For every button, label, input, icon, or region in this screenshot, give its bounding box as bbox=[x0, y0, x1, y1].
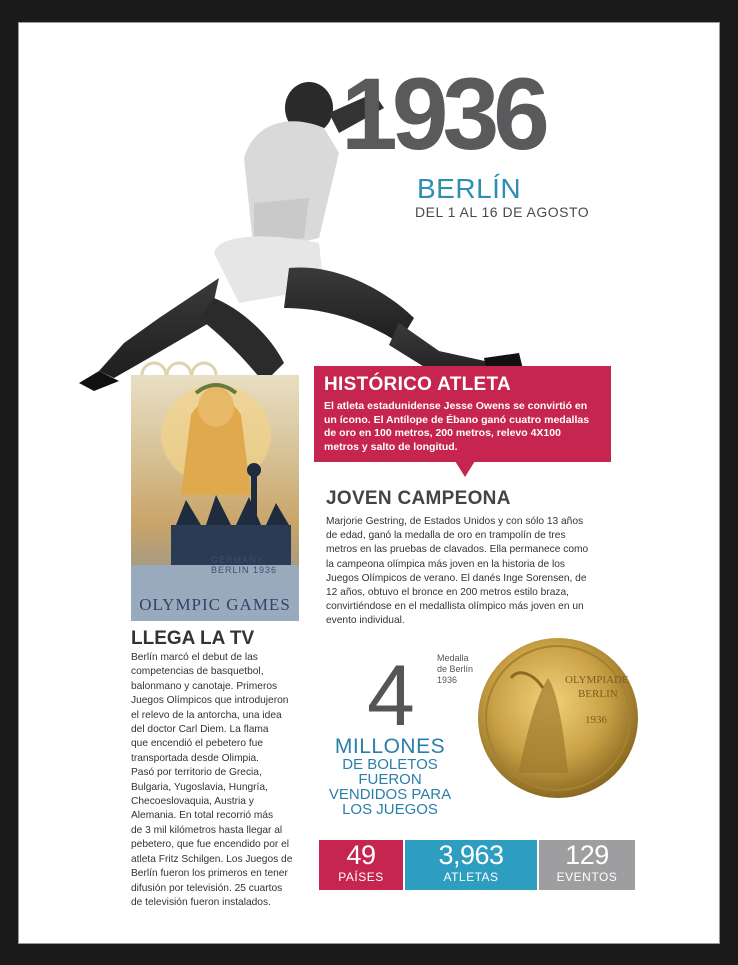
tv-line: atleta Fritz Schilgen. Los Juegos de bbox=[131, 853, 293, 865]
historic-athlete-box bbox=[314, 366, 611, 462]
historic-athlete-title: HISTÓRICO ATLETA bbox=[324, 374, 512, 395]
tv-line: pebetero, que fue encendido por el bbox=[131, 839, 290, 851]
stat-athletes bbox=[405, 840, 537, 890]
tickets-line: VENDIDOS PARA bbox=[328, 786, 452, 803]
tv-line: de televisión fueron instalados. bbox=[131, 896, 271, 908]
year-title: 1936 bbox=[341, 57, 544, 171]
tv-line: Pasó por territorio de Grecia, bbox=[131, 767, 262, 779]
stat-athletes-label: ATLETAS bbox=[443, 870, 499, 884]
tv-section-title: LLEGA LA TV bbox=[131, 628, 255, 649]
poster-location bbox=[211, 555, 277, 575]
tv-line: Alemania. En total recorrió más bbox=[131, 810, 274, 822]
medal-caption bbox=[437, 653, 473, 686]
medal-inscription-3: 1936 bbox=[585, 714, 607, 726]
tv-line: transportada desde Olimpia. bbox=[131, 752, 259, 764]
medal-caption-line: 1936 bbox=[437, 675, 458, 685]
historic-line: metros y salto de longitud. bbox=[324, 440, 458, 453]
young-champion-text bbox=[326, 515, 626, 629]
stat-events-label: EVENTOS bbox=[556, 870, 618, 884]
tv-line: el relevo de la antorcha, una idea bbox=[131, 709, 282, 721]
poster-artwork bbox=[131, 375, 299, 621]
stat-athletes-value: 3,963 bbox=[438, 840, 504, 870]
medal-caption-line: de Berlín bbox=[437, 664, 474, 674]
stat-events bbox=[539, 840, 635, 890]
young-champion-title: JOVEN CAMPEONA bbox=[326, 488, 511, 509]
young-champion-line: evento individual. bbox=[326, 615, 405, 627]
olympic-poster bbox=[131, 375, 299, 621]
city-title: BERLÍN bbox=[417, 173, 522, 204]
tickets-line: LOS JUEGOS bbox=[342, 801, 438, 818]
tv-line: que encendió el pebetero fue bbox=[131, 738, 263, 750]
young-champion-line: convirtiéndose en el medallista olímpico más joven en un bbox=[326, 601, 584, 613]
stat-events-value: 129 bbox=[565, 840, 609, 870]
tv-line: de 3 mil kilómetros hasta llegar al bbox=[131, 824, 283, 836]
young-champion-line: Juegos Olímpicos de verano. El danés Inge Sorensen, de bbox=[326, 572, 587, 584]
tickets-number: 4 bbox=[367, 648, 415, 744]
medal-inscription-2: BERLIN bbox=[578, 688, 618, 700]
young-champion-line: la campeona olímpica más joven en la historia de los bbox=[326, 558, 565, 570]
callout-pointer bbox=[455, 461, 475, 477]
young-champion-line: 12 años, obtuvo el bronce en 200 metros estilo braza, bbox=[326, 587, 569, 599]
historic-line: un ícono. El Antílope de Ébano ganó cuatro medallas bbox=[324, 413, 590, 426]
young-champion-line: Marjorie Gestring, de Estados Unidos y con sólo 13 años bbox=[326, 516, 584, 527]
tv-section-text bbox=[131, 651, 305, 910]
dates-subtitle: DEL 1 AL 16 DE AGOSTO bbox=[415, 204, 590, 220]
stat-countries-label: PAÍSES bbox=[338, 870, 384, 884]
medal-inscription-1: OLYMPIADE bbox=[565, 674, 629, 686]
tv-line: Bulgaria, Yugoslavia, Hungría, bbox=[131, 781, 268, 793]
tickets-millions: MILLONES bbox=[334, 735, 446, 758]
tv-line: del doctor Carl Diem. La flama bbox=[131, 724, 269, 736]
tv-line: Berlín marcó el debut de las bbox=[131, 652, 258, 663]
tv-line: Checoeslovaquia, Austria y bbox=[131, 796, 254, 808]
infographic-card bbox=[18, 22, 720, 944]
historic-athlete-text bbox=[324, 400, 601, 454]
tv-line: Berlín fueron los primeros en tener bbox=[131, 868, 288, 880]
tv-line: difusión por televisión. 25 cuartos bbox=[131, 882, 283, 894]
tv-line: balonmano y canotaje. Primeros bbox=[131, 680, 278, 692]
young-champion-line: metros en las pruebas de clavados. Ella permanece como bbox=[326, 544, 589, 556]
poster-city-year: BERLIN 1936 bbox=[211, 565, 278, 575]
gold-medal-image bbox=[473, 633, 643, 803]
stat-countries bbox=[319, 840, 403, 890]
young-champion-line: de edad, ganó la medalla de oro en trampolín de tres bbox=[326, 530, 566, 542]
poster-title: OLYMPIC GAMES bbox=[139, 595, 291, 614]
tv-line: Juegos Olímpicos que introdujeron bbox=[131, 695, 289, 707]
tv-line: competencias de basquetbol, bbox=[131, 666, 264, 678]
historic-line: de oro en 100 metros, 200 metros, relevo 4X100 bbox=[324, 427, 561, 439]
tickets-line: FUERON bbox=[358, 771, 422, 788]
tickets-line: DE BOLETOS bbox=[342, 756, 438, 773]
medal-caption-line: Medalla bbox=[437, 653, 469, 663]
poster-country: GERMANY bbox=[211, 555, 264, 565]
stat-countries-value: 49 bbox=[346, 840, 376, 870]
historic-line: El atleta estadunidense Jesse Owens se convirtió en bbox=[324, 400, 588, 412]
tickets-caption bbox=[324, 737, 456, 817]
